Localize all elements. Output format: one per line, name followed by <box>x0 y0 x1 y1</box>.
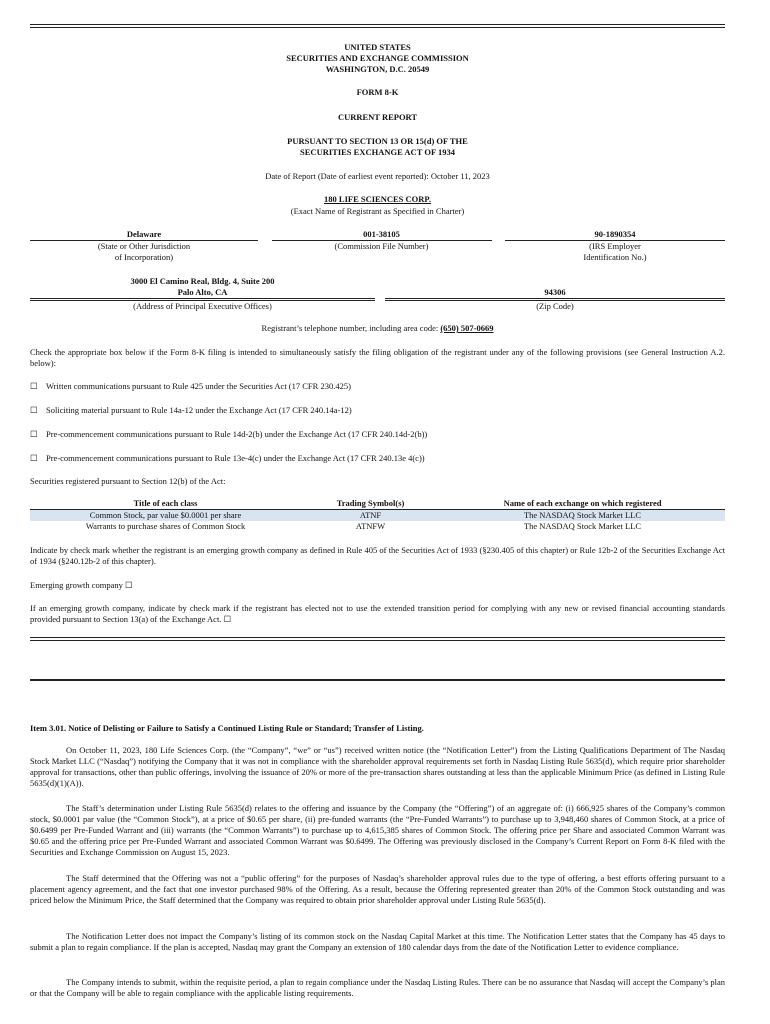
table-header: Title of each class <box>30 498 301 510</box>
header-line-1: UNITED STATES <box>344 42 411 52</box>
table-row <box>30 521 725 532</box>
table-cell: ATNF <box>301 510 440 522</box>
table-header: Trading Symbol(s) <box>301 498 440 510</box>
address-col <box>30 276 375 312</box>
table-row <box>30 510 725 522</box>
file-number-col <box>272 229 492 263</box>
form-title: FORM 8-K <box>356 87 399 97</box>
telephone-line <box>30 323 725 334</box>
irs-col <box>505 229 725 263</box>
state-caption-1: (State or Other Jurisdiction <box>97 241 191 252</box>
checkbox-item <box>30 453 725 464</box>
irs-caption-1: (IRS Employer <box>589 241 641 252</box>
company-name: 180 LIFE SCIENCES CORP. <box>324 194 431 204</box>
table-cell: Common Stock, par value $0.0001 per share <box>30 510 301 522</box>
checkbox-label: Written communications pursuant to Rule 425 under the Securities Act (17 CFR 230.425) <box>46 381 351 391</box>
address-caption: (Address of Principal Executive Offices) <box>133 301 272 312</box>
header-line-2: SECURITIES AND EXCHANGE COMMISSION <box>286 53 469 64</box>
securities-registered-intro: Securities registered pursuant to Section 12(b) of the Act: <box>30 476 226 486</box>
address-line-1: 3000 El Camino Real, Bldg. 4, Suite 200 <box>130 276 275 286</box>
table-header: Name of each exchange on which registered <box>440 498 725 510</box>
zip-col <box>385 287 725 312</box>
state-value: Delaware <box>126 229 162 239</box>
checkbox-label: Pre-commencement communications pursuant to Rule 13e-4(c) under the Exchange Act (17 CFR 240.13e 4(c)) <box>46 453 425 463</box>
table-cell: The NASDAQ Stock Market LLC <box>440 510 725 522</box>
checkbox-item <box>30 429 725 440</box>
checkbox-label: Soliciting material pursuant to Rule 14a-12 under the Exchange Act (17 CFR 240.14a-12) <box>46 405 352 415</box>
filing-instructions: Check the appropriate box below if the Form 8-K filing is intended to simultaneously satisfy the filing obligation of the registrant under any of the following provisions (see General Instruction A.2. below): <box>30 347 725 369</box>
checkbox-icon[interactable]: ☐ <box>30 453 38 463</box>
state-caption-2: of Incorporation) <box>114 252 174 263</box>
zip-caption: (Zip Code) <box>536 301 574 312</box>
emerging-growth-checkbox[interactable]: Emerging growth company ☐ <box>30 580 133 590</box>
registrant-ids-row <box>30 229 725 263</box>
item-paragraph: The Staff’s determination under Listing Rule 5635(d) relates to the offering and issuance by the Company (the “Offering”) of an aggregate of: (i) 666,925 shares of the Company’s common stock, $0.0001 par value (the “Common Stock”), at a price of $0.65 per share, (ii) pre-funded warrants (the “Pre-Funded Warrants”) to purchase up to 3,948,460 shares of Common Stock, at a price of $0.6499 per Pre-Funded Warrant and (iii) warrants (the “Common Warrants”) to purchase up to 4,615,385 shares of Common Stock. The offering price per Share and associated Common Warrant was $0.65 and the offering price per Pre-Funded Warrant and associated Common Warrant was $0.6499. The Offering was previously disclosed in the Company’s Current Report on Form 8-K filed with the Securities and Exchange Commission on August 15, 2023. <box>30 803 725 858</box>
table-cell: The NASDAQ Stock Market LLC <box>523 521 642 532</box>
item-301-title: Item 3.01. Notice of Delisting or Failure to Satisfy a Continued Listing Rule or Standard; Transfer of Listing. <box>30 723 424 733</box>
securities-table <box>30 498 725 532</box>
report-title: CURRENT REPORT <box>337 112 418 122</box>
file-number-value: 001-38105 <box>363 229 400 239</box>
pursuant-line-1: PURSUANT TO SECTION 13 OR 15(d) OF THE <box>287 136 468 146</box>
checkbox-item <box>30 381 725 392</box>
page-break-rule <box>30 679 725 681</box>
company-caption: (Exact Name of Registrant as Specified in Charter) <box>290 206 465 216</box>
table-header-row <box>30 498 725 510</box>
irs-caption-2: Identification No.) <box>583 252 647 263</box>
checkbox-item <box>30 405 725 416</box>
checkbox-icon[interactable]: ☐ <box>30 429 38 439</box>
agency-header <box>30 42 725 75</box>
section-double-rule <box>30 637 725 641</box>
irs-value: 90-1890354 <box>594 229 636 239</box>
top-double-rule <box>30 24 725 28</box>
header-line-3: WASHINGTON, D.C. 20549 <box>325 64 430 75</box>
checkbox-icon[interactable]: ☐ <box>30 405 38 415</box>
item-paragraph: The Notification Letter does not impact the Company’s listing of its common stock on the Nasdaq Capital Market at this time. The Notification Letter states that the Company has 45 days to submit a plan to regain compliance. If the plan is accepted, Nasdaq may grant the Company an extension of 180 calendar days from the date of the Notification Letter to evidence compliance. <box>30 931 725 953</box>
address-line-2: Palo Alto, CA <box>177 287 228 298</box>
zip-value: 94306 <box>544 287 566 298</box>
telephone-number: (650) 507-0669 <box>440 323 494 333</box>
transition-period-election: If an emerging growth company, indicate by check mark if the registrant has elected not to use the extended transition period for complying with any new or revised financial accounting standards provided pursuant to Section 13(a) of the Exchange Act. ☐ <box>30 603 725 625</box>
address-row <box>30 276 725 312</box>
checkbox-icon[interactable]: ☐ <box>30 381 38 391</box>
pursuant-heading <box>30 136 725 158</box>
state-col <box>30 229 258 263</box>
item-paragraph: The Staff determined that the Offering was not a “public offering” for the purposes of Nasdaq’s shareholder approval rules due to the type of offering, a best efforts offering pursuant to a placement agency agreement, and the fact that one investor purchased 98% of the Offering. As a result, because the Offering represented greater than 20% of the Common Stock outstanding and was priced below the Minimum Price, the Staff determined that the Company was required to obtain prior shareholder approval under Listing Rule 5635(d). <box>30 873 725 906</box>
item-paragraph: On October 11, 2023, 180 Life Sciences Corp. (the “Company”, “we” or “us”) received written notice (the “Notification Letter”) from the Listing Qualifications Department of The Nasdaq Stock Market LLC (“Nasdaq”) notifying the Company that it was not in compliance with the shareholder approval requirements set forth in Nasdaq Listing Rule 5635(d), which require prior shareholder approval for transactions, other than public offerings, involving the issuance of 20% or more of the pre-transaction shares outstanding at less than the applicable Minimum Price (as defined in Listing Rule 5635(d)(1)(A)). <box>30 745 725 789</box>
file-number-caption: (Commission File Number) <box>334 241 429 252</box>
table-cell: ATNFW <box>355 521 386 532</box>
telephone-label: Registrant’s telephone number, including area code: <box>261 323 441 333</box>
pursuant-line-2: SECURITIES EXCHANGE ACT OF 1934 <box>300 147 455 158</box>
emerging-growth-indicator: Indicate by check mark whether the registrant is an emerging growth company as defined in Rule 405 of the Securities Act of 1933 (§230.405 of this chapter) or Rule 12b-2 of the Securities Exchange Act of 1934 (§240.12b-2 of this chapter). <box>30 545 725 567</box>
item-paragraph: The Company intends to submit, within the requisite period, a plan to regain compliance under the Nasdaq Listing Rules. There can be no assurance that Nasdaq will accept the Company’s plan or that the Company will be able to regain compliance with the applicable listing requirements. <box>30 977 725 999</box>
checkbox-label: Pre-commencement communications pursuant to Rule 14d-2(b) under the Exchange Act (17 CFR 240.14d-2(b)) <box>46 429 428 439</box>
table-cell: Warrants to purchase shares of Common Stock <box>85 521 246 532</box>
date-of-report: Date of Report (Date of earliest event reported): October 11, 2023 <box>265 171 490 181</box>
